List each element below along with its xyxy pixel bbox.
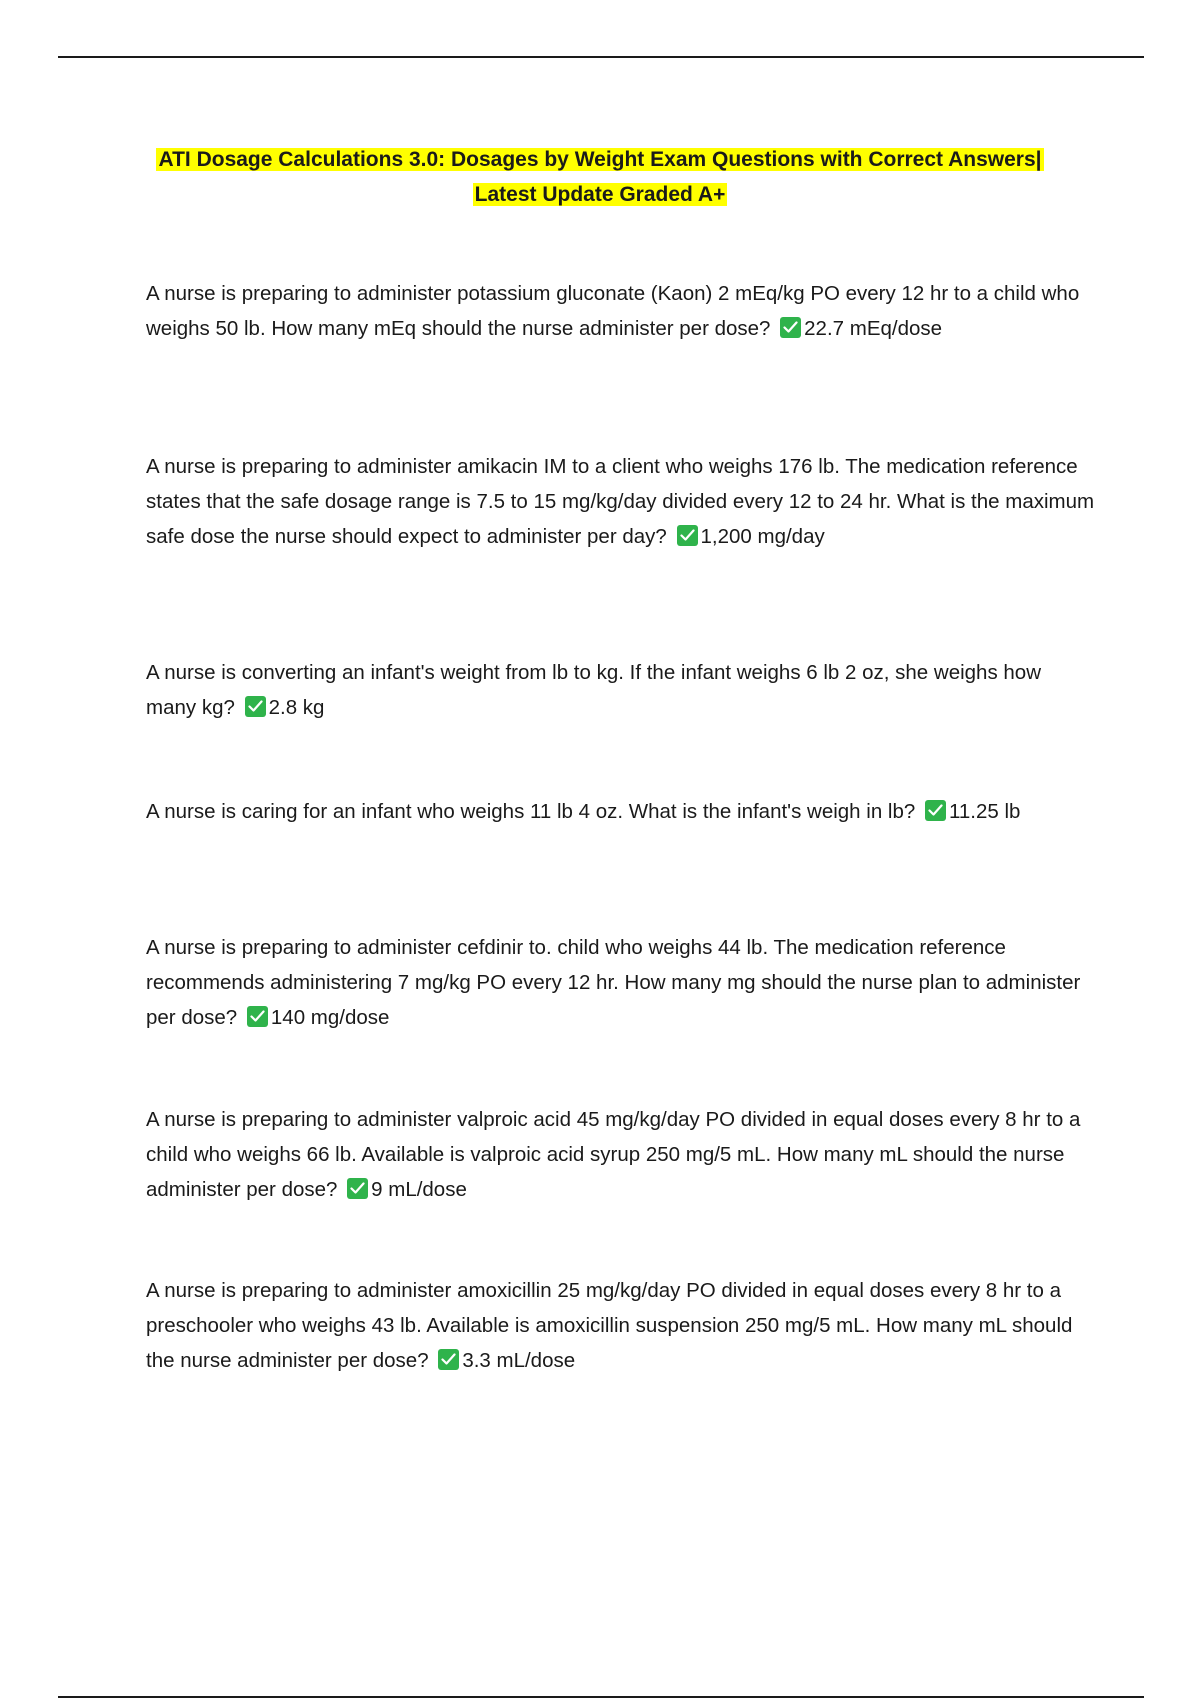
question-item bbox=[146, 794, 1096, 829]
answer-text: 11.25 lb bbox=[949, 800, 1021, 823]
check-mark-icon bbox=[677, 525, 698, 546]
answer-text: 3.3 mL/dose bbox=[462, 1349, 576, 1372]
answer-text: 1,200 mg/day bbox=[700, 525, 825, 548]
question-text: A nurse is preparing to administer amikacin IM to a client who weighs 176 lb. The medication reference states that the safe dosage range is 7.5 to 15 mg/kg/day divided every 12 to 24 hr. What is the maximum safe dose the nurse should expect to administer per day? bbox=[146, 455, 1095, 548]
question-item bbox=[146, 655, 1096, 725]
question-text: A nurse is caring for an infant who weighs 11 lb 4 oz. What is the infant's weigh in lb? bbox=[146, 800, 916, 823]
check-mark-icon bbox=[347, 1178, 368, 1199]
question-text: A nurse is preparing to administer cefdinir to. child who weighs 44 lb. The medication reference recommends administering 7 mg/kg PO every 12 hr. How many mg should the nurse plan to administer per dose? bbox=[146, 936, 1081, 1029]
question-item bbox=[146, 930, 1096, 1035]
question-text: A nurse is preparing to administer valproic acid 45 mg/kg/day PO divided in equal doses every 8 hr to a child who weighs 66 lb. Available is valproic acid syrup 250 mg/5 mL. How many mL should the nurse administer per dose? bbox=[146, 1108, 1081, 1201]
title-line-2: Latest Update Graded A+ bbox=[474, 183, 726, 206]
check-mark-icon bbox=[245, 696, 266, 717]
check-mark-icon bbox=[438, 1349, 459, 1370]
answer-text: 140 mg/dose bbox=[270, 1006, 390, 1029]
check-mark-icon bbox=[780, 317, 801, 338]
question-text: A nurse is preparing to administer amoxicillin 25 mg/kg/day PO divided in equal doses every 8 hr to a preschooler who weighs 43 lb. Available is amoxicillin suspension 250 mg/5 mL. How many mL should the nurse administer per dose? bbox=[146, 1279, 1073, 1372]
question-text: A nurse is preparing to administer potassium gluconate (Kaon) 2 mEq/kg PO every 12 hr to a child who weighs 50 lb. How many mEq should the nurse administer per dose? bbox=[146, 282, 1080, 340]
question-item bbox=[146, 1102, 1096, 1207]
check-mark-icon bbox=[247, 1006, 268, 1027]
question-item bbox=[146, 276, 1096, 346]
answer-text: 9 mL/dose bbox=[371, 1178, 467, 1201]
check-mark-icon bbox=[925, 800, 946, 821]
title-line-1: ATI Dosage Calculations 3.0: Dosages by Weight Exam Questions with Correct Answers| bbox=[158, 148, 1042, 171]
answer-text: 2.8 kg bbox=[268, 696, 325, 719]
footer-rule bbox=[58, 1696, 1144, 1698]
question-item bbox=[146, 1273, 1096, 1378]
question-text: A nurse is converting an infant's weight from lb to kg. If the infant weighs 6 lb 2 oz, she weighs how many kg? bbox=[146, 661, 1042, 719]
document-title bbox=[100, 142, 1100, 212]
header-rule bbox=[58, 56, 1144, 58]
question-item bbox=[146, 449, 1096, 554]
answer-text: 22.7 mEq/dose bbox=[804, 317, 943, 340]
